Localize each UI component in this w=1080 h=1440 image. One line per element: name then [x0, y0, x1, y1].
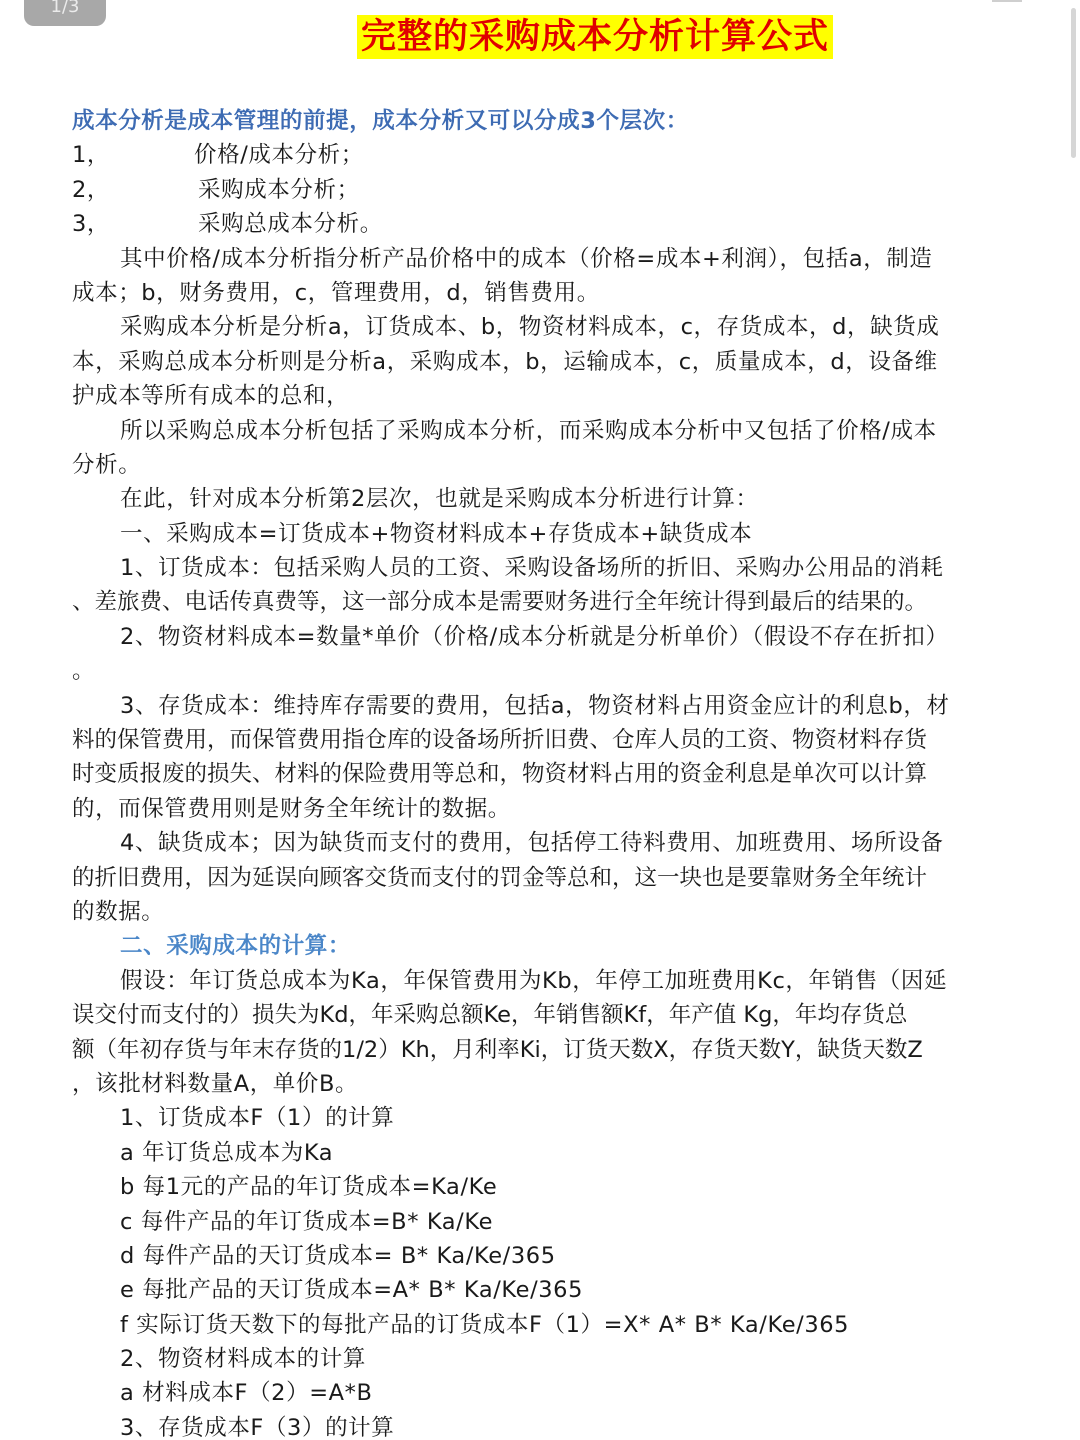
paragraph-line: 的，而保管费用则是财务全年统计的数据。 — [72, 795, 511, 822]
paragraph-line: 在此，针对成本分析第2层次，也就是采购成本分析进行计算： — [120, 486, 759, 513]
paragraph-line: 采购成本分析是分析a，订货成本、b，物资材料成本，c，存货成本，d，缺货成 — [120, 314, 940, 341]
paragraph-line: 误交付而支付的）损失为Kd，年采购总额Ke，年销售额Kf，年产值 Kg，年均存货总 — [72, 1002, 908, 1029]
paragraph-line: 的数据。 — [72, 898, 165, 925]
paragraph-line: 3、存货成本：维持库存需要的费用，包括a，物资材料占用资金应计的利息b，材 — [120, 692, 950, 719]
list-text: 采购成本分析； — [198, 176, 360, 203]
formula-line: e 每批产品的天订货成本=A* B* Ka/Ke/365 — [120, 1277, 584, 1304]
paragraph-line: 假设：年订货总成本为Ka，年保管费用为Kb，年停工加班费用Kc，年销售（因延 — [120, 967, 948, 994]
list-item — [72, 207, 992, 241]
list-item — [72, 138, 992, 172]
paragraph-line: 、差旅费、电话传真费等，这一部分成本是需要财务进行全年统计得到最后的结果的。 — [72, 589, 928, 616]
document-title: 完整的采购成本分析计算公式 — [357, 15, 833, 59]
paragraph-line: 1、订货成本：包括采购人员的工资、采购设备场所的折旧、采购办公用品的消耗 — [120, 555, 944, 582]
paragraph-line: 额（年初存货与年末存货的1/2）Kh，月利率Ki，订货天数X，存货天数Y，缺货天数Z — [72, 1036, 923, 1063]
document-body — [72, 104, 992, 1440]
paragraph-line: 4、缺货成本；因为缺货而支付的费用，包括停工待料费用、加班费用、场所设备 — [120, 830, 944, 857]
list-text: 价格/成本分析； — [194, 142, 364, 169]
list-item — [72, 173, 992, 207]
formula-heading: 3、存货成本F（3）的计算 — [120, 1414, 395, 1440]
paragraph-line: 所以采购总成本分析包括了采购成本分析，而采购成本分析中又包括了价格/成本 — [120, 417, 937, 444]
paragraph-line: 本，采购总成本分析则是分析a，采购成本，b，运输成本，c，质量成本，d，设备维 — [72, 348, 938, 375]
paragraph-line: 。 — [72, 658, 96, 685]
page-indicator: 1/3 — [24, 0, 106, 26]
formula-line: d 每件产品的天订货成本= B* Ka/Ke/365 — [120, 1242, 556, 1269]
list-number: 2， — [72, 176, 111, 203]
formula-line: 一、采购成本=订货成本+物资材料成本+存货成本+缺货成本 — [120, 520, 753, 547]
formula-line: f 实际订货天数下的每批产品的订货成本F（1）=X* A* B* Ka/Ke/365 — [120, 1311, 850, 1338]
top-right-mark — [992, 0, 1022, 2]
paragraph-line: 其中价格/成本分析指分析产品价格中的成本（价格=成本+利润），包括a，制造 — [120, 245, 933, 272]
paragraph-line: 护成本等所有成本的总和， — [72, 383, 350, 410]
section-calc-heading: 二、采购成本的计算： — [120, 933, 352, 960]
formula-line: a 材料成本F（2）=A*B — [120, 1380, 373, 1407]
title-wrap — [0, 15, 1080, 59]
paragraph-line: 分析。 — [72, 451, 142, 478]
paragraph-line: 时变质报废的损失、材料的保险费用等总和，物资材料占用的资金利息是单次可以计算 — [72, 761, 928, 788]
formula-line: c 每件产品的年订货成本=B* Ka/Ke — [120, 1208, 494, 1235]
paragraph-line: 料的保管费用，而保管费用指仓库的设备场所折旧费、仓库人员的工资、物资材料存货 — [72, 727, 928, 754]
list-text: 采购总成本分析。 — [198, 211, 383, 238]
list-number: 1， — [72, 142, 111, 169]
paragraph-line: 2、物资材料成本=数量*单价（价格/成本分析就是分析单价）（假设不存在折扣） — [120, 623, 949, 650]
paragraph-line: 的折旧费用，因为延误向顾客交货而支付的罚金等总和，这一块也是要靠财务全年统计 — [72, 864, 928, 891]
list-number: 3， — [72, 211, 111, 238]
formula-heading: 1、订货成本F（1）的计算 — [120, 1105, 395, 1132]
section-intro-heading: 成本分析是成本管理的前提，成本分析又可以分成3个层次： — [72, 108, 689, 134]
paragraph-line: 成本；b，财务费用，c，管理费用，d，销售费用。 — [72, 279, 600, 306]
formula-heading: 2、物资材料成本的计算 — [120, 1346, 366, 1373]
formula-line: b 每1元的产品的年订货成本=Ka/Ke — [120, 1174, 498, 1201]
formula-line: a 年订货总成本为Ka — [120, 1139, 334, 1166]
paragraph-line: ，该批材料数量A，单价B。 — [72, 1070, 359, 1097]
